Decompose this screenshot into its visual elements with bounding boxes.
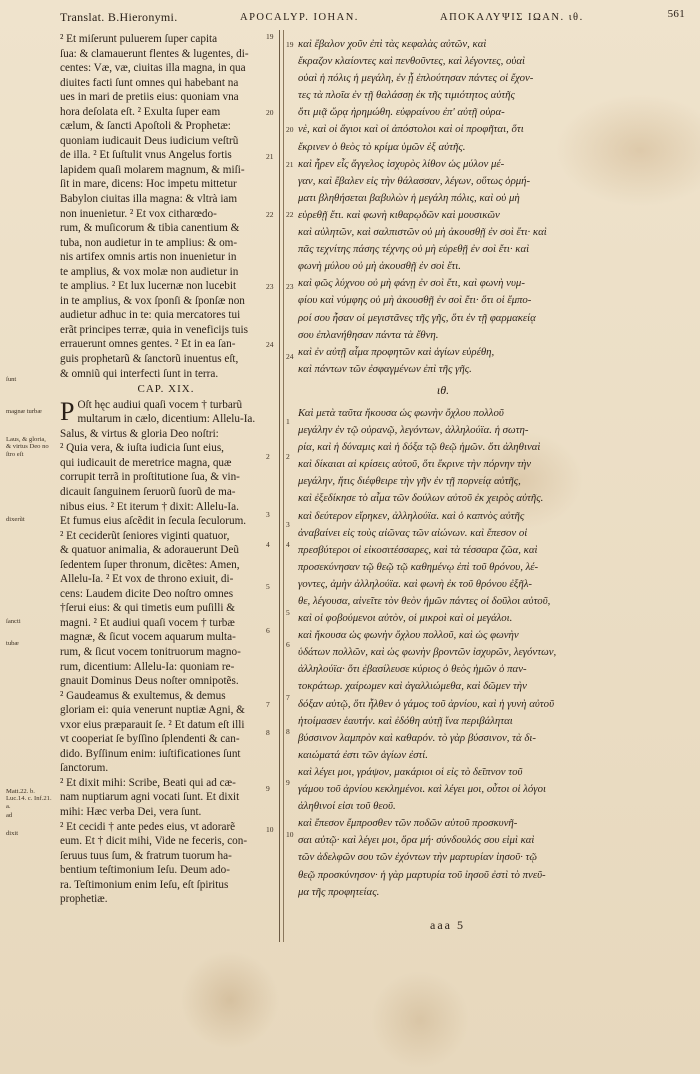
verse-number: 23	[266, 282, 274, 291]
text-line: καὶ δεύτερον εἴρηκεν, ἀλληλούϊα. καὶ ὁ καπνὸς αὐτῆς	[298, 509, 525, 522]
margin-note: Matt.22. b. Luc.14. c. Inf.21. a.	[6, 788, 52, 810]
header-book-title: APOCALYP. IOHAN.	[240, 12, 359, 23]
text-line: Oſt hęc audiui quaſi vocem † turbarũ	[77, 398, 243, 411]
margin-note: dixerũt	[6, 516, 25, 523]
text-line: ſedentem ſuper thronum, dicẽtes: Amen,	[60, 558, 240, 571]
verse-number: 8	[266, 728, 270, 737]
text-line: καὶ ἔβαλον χοῦν ἐπὶ τὰς κεφαλὰς αὐτῶν, καὶ	[298, 38, 487, 50]
latin-column	[60, 32, 272, 907]
text-line: ἀληθινοί εἰσι τοῦ θεοῦ.	[298, 800, 396, 813]
text-line: τοκράτωρ. χαίρωμεν καὶ ἀγαλλιώμεθα, καὶ δῶμεν τὴν	[298, 680, 527, 693]
text-line: cælum, & ſancti Apoſtoli & Prophetæ:	[60, 120, 231, 133]
greek-text-chapter-18	[298, 36, 588, 378]
text-line: rum, & ſicut vocem tonitruorum magno-	[60, 645, 241, 658]
greek-text-chapter-19	[298, 405, 588, 901]
text-line: γοντες, ἀμὴν ἀλληλούϊα. καὶ φωνὴ ἐκ τοῦ θρόνου ἐξῆλ-	[298, 577, 533, 590]
text-line: quoniam iudicauit Deus iudicium veſtrũ	[60, 134, 239, 147]
text-line: ἔκραζον κλαίοντες καὶ πενθοῦντες, καὶ λέγοντες, οὐαὶ	[298, 55, 526, 68]
latin-chapter-heading: CAP. XIX.	[137, 383, 195, 396]
verse-number: 19	[286, 40, 294, 49]
verse-number: 22	[286, 210, 294, 219]
margin-note: dixit	[6, 830, 19, 837]
text-line: dicauit ſanguinem ſeruorũ ſuorũ de ma-	[60, 485, 236, 498]
signature-mark: aaa 5	[430, 918, 465, 932]
text-line: καὶ λέγει μοι, γράψον, μακάριοι οἱ εἰς τὸ δεῖπνον τοῦ	[298, 765, 523, 778]
text-line: καὶ ἔπεσον ἔμπροσθεν τῶν ποδῶν αὐτοῦ προσκυνῆ-	[298, 817, 518, 830]
page-number: 561	[667, 8, 685, 20]
verse-number: 19	[266, 32, 274, 41]
text-line: ματι βληθήσεται βαβυλὼν ἡ μεγάλη πόλις, καὶ οὐ μὴ	[298, 191, 520, 204]
margin-note: magnæ turbæ	[6, 408, 42, 415]
header-latin-title: Translat. B.Hieronymi.	[60, 10, 178, 24]
latin-text-chapter-19	[60, 398, 272, 907]
text-line: qui iudicauit de meretrice magna, quæ	[60, 456, 232, 469]
text-line: προσεκύνησαν τῷ θεῷ τῷ καθημένῳ ἐπὶ τοῦ θρόνου, λέ-	[298, 560, 539, 573]
verse-number: 7	[266, 700, 270, 709]
verse-number: 23	[286, 282, 294, 291]
text-line: γαν, καὶ ἔβαλεν εἰς τὴν θάλασσαν, λέγων, οὕτως ὁρμή-	[298, 174, 531, 187]
text-line: ² Et dixit mihi: Scribe, Beati qui ad cæ-	[60, 776, 236, 789]
verse-number: 20	[286, 125, 294, 134]
margin-note: Laus, & gloria, & virtus Deo no ſtro eſt	[6, 436, 49, 458]
margin-note: tubæ	[6, 640, 19, 647]
text-line: φωνὴ μύλου οὐ μὴ ἀκουσθῇ ἐν σοὶ ἔτι.	[298, 260, 461, 273]
text-line: ² Quia vera, & iuſta iudicia ſunt eius,	[60, 442, 224, 455]
verse-number: 9	[266, 784, 270, 793]
text-line: erãt principes terræ, quia in veneficijs tuis	[60, 323, 248, 336]
text-line: hora deſolata eſt. ² Exulta ſuper eam	[60, 105, 221, 118]
text-line: diuites facti ſunt omnes qui habebant na	[60, 76, 239, 89]
text-line: magnæ, & ſicut vocem aquarum multa-	[60, 631, 236, 644]
text-line: & quatuor animalia, & adorauerunt Deũ	[60, 544, 239, 557]
text-line: νὲ, καὶ οἱ ἅγιοι καὶ οἱ ἀπόστολοι καὶ οἱ προφῆται, ὅτι	[298, 123, 524, 136]
text-line: ſua: & clamauerunt flentes & lugentes, di-	[60, 47, 249, 60]
text-line: θεῷ προσκύνησον· ἡ γὰρ μαρτυρία τοῦ ἰησοῦ ἐστὶ τὸ πνεῦ-	[298, 868, 546, 881]
text-line: ² Et ceciderũt ſeniores viginti quatuor,	[60, 529, 230, 542]
text-line: ἀλληλούϊα· ὅτι ἐβασίλευσε κύριος ὁ θεὸς ἡμῶν ὁ παν-	[298, 663, 527, 676]
verse-number: 4	[286, 540, 290, 549]
text-line: gnauit Dominus Deus noſter omnipotẽs.	[60, 675, 239, 688]
text-line: μεγάλην ἐν τῷ οὐρανῷ, λεγόντων, ἀλληλούϊα. ἡ σωτη-	[298, 424, 529, 437]
text-line: Salus, & virtus & gloria Deo noſtri:	[60, 427, 219, 440]
verse-number: 6	[266, 626, 270, 635]
text-line: guis prophetarũ & ſanctorũ inuentus eſt,	[60, 353, 239, 366]
running-header	[60, 6, 685, 26]
text-line: eum. Et † dicit mihi, Vide ne feceris, con-	[60, 835, 248, 848]
text-line: σαι αὐτῷ· καὶ λέγει μοι, ὅρα μή· σύνδουλός σου εἰμὶ καὶ	[298, 834, 535, 847]
verse-number: 24	[266, 340, 274, 349]
text-line: ἀναβαίνει εἰς τοὺς αἰῶνας τῶν αἰώνων. καὶ ἔπεσον οἱ	[298, 526, 528, 539]
margin-note: ſunt	[6, 376, 17, 383]
text-line: θε, λέγουσα, αἰνεῖτε τὸν θεὸν ἡμῶν πάντες οἱ δοῦλοι αὐτοῦ,	[298, 595, 551, 607]
verse-number: 7	[286, 693, 290, 702]
text-line: καὶ δίκαιαι αἱ κρίσεις αὐτοῦ, ὅτι ἔκρινε τὴν πόρνην τὴν	[298, 458, 532, 471]
text-line: vxor eius præparauit ſe. ² Et datum eſt illi	[60, 718, 245, 731]
verse-number: 24	[286, 352, 294, 361]
text-line: καιώματά ἐστι τῶν ἁγίων ἐστί.	[298, 748, 429, 761]
text-line: πᾶς τεχνίτης πάσης τέχνης οὐ μὴ εὑρεθῇ ἐν σοὶ ἔτι· καὶ	[298, 243, 530, 256]
verse-number: 10	[266, 825, 274, 834]
text-line: ὅτι μιᾷ ὥρᾳ ἠρημώθη. εὐφραίνου ἐπ' αὐτῇ οὐρα-	[298, 106, 505, 119]
text-line: καὶ ἐξεδίκησε τὸ αἷμα τῶν δούλων αὐτοῦ ἐκ χειρὸς αὐτῆς.	[298, 492, 544, 505]
text-line: οὐαὶ ἡ πόλις ἡ μεγάλη, ἐν ᾗ ἐπλούτησαν πάντες οἱ ἔχον-	[298, 72, 534, 85]
drop-capital: P	[60, 396, 75, 426]
header-greek-title: ΑΠΟΚΑΛΥΨΙΣ ΙΩΑΝ. ιθ.	[440, 12, 584, 23]
text-line: ἔκρινεν ὁ θεὸς τὸ κρίμα ὑμῶν ἐξ αὐτῆς.	[298, 140, 466, 153]
verse-number: 21	[266, 152, 274, 161]
text-line: gloriam ei: quia venerunt nuptiæ Agni, &	[60, 704, 245, 717]
text-line: ροί σου ἦσαν οἱ μεγιστᾶνες τῆς γῆς, ὅτι ἐν τῇ φαρμακείᾳ	[298, 311, 536, 324]
verse-number: 2	[286, 452, 290, 461]
text-line: cens: Laudem dicite Deo noſtro omnes	[60, 587, 234, 600]
text-line: vt cooperiat ſe byſſino ſplendenti & can-	[60, 733, 240, 746]
text-line: εὑρεθῇ ἔτι. καὶ φωνὴ κιθαρῳδῶν καὶ μουσικῶν	[298, 208, 500, 221]
verse-number: 5	[286, 608, 290, 617]
verse-number: 2	[266, 452, 270, 461]
text-line: ² Gaudeamus & exultemus, & demus	[60, 689, 226, 702]
text-line: nibus eius. ² Et iterum † dixit: Allelu-Ia.	[60, 500, 239, 513]
greek-chapter-heading: ιθ.	[436, 382, 450, 397]
text-line: καὶ ἤκουσα ὡς φωνὴν ὄχλου πολλοῦ, καὶ ὡς φωνὴν	[298, 629, 519, 642]
text-line: audietur adhuc in te: quia mercatores tui	[60, 309, 241, 322]
text-line: ἡτοίμασεν ἑαυτήν. καὶ ἐδόθη αὐτῇ ἵνα περιβάληται	[298, 714, 513, 727]
verse-number: 1	[286, 417, 290, 426]
text-line: καὶ ἐν αὐτῇ αἷμα προφητῶν καὶ ἁγίων εὑρέθη,	[298, 345, 495, 358]
text-line: καὶ φῶς λύχνου οὐ μὴ φάνῃ ἐν σοὶ ἔτι, καὶ φωνὴ νυμ-	[298, 277, 525, 290]
text-line: ſit in mare, dicens: Hoc impetu mittetur	[60, 178, 237, 191]
text-line: tuba, non audietur in te amplius: & om-	[60, 236, 238, 249]
verse-number: 3	[266, 510, 270, 519]
text-line: δόξαν αὐτῷ, ὅτι ἦλθεν ὁ γάμος τοῦ ἀρνίου, καὶ ἡ γυνὴ αὐτοῦ	[298, 697, 555, 710]
text-line: prophetiæ.	[60, 893, 108, 906]
verse-number: 9	[286, 778, 290, 787]
text-line: πρεσβύτεροι οἱ εἰκοσιτέσσαρες, καὶ τὰ τέσσαρα ζῶα, καὶ	[298, 543, 538, 556]
text-line: Καὶ μετὰ ταῦτα ἤκουσα ὡς φωνὴν ὄχλου πολλοῦ	[298, 406, 504, 419]
margin-note: ſancti	[6, 618, 21, 625]
text-line: nis artifex omnis artis non inuenietur in	[60, 251, 237, 264]
margin-note: ad	[6, 812, 13, 819]
verse-number: 10	[286, 830, 294, 839]
text-line: dido. Byſſinum enim: iuſtificationes ſunt	[60, 747, 241, 760]
verse-number: 4	[266, 540, 270, 549]
text-line: γάμου τοῦ ἀρνίου κεκλημένοι. καὶ λέγει μοι, οὗτοι οἱ λόγοι	[298, 783, 546, 796]
text-line: σου ἐπλανήθησαν πάντα τὰ ἔθνη.	[298, 328, 439, 341]
text-line: te amplius, & vox molæ non audietur in	[60, 265, 239, 278]
text-line: τες τὰ πλοῖα ἐν τῇ θαλάσσῃ ἐκ τῆς τιμιότητος αὐτῆς	[298, 89, 515, 102]
text-line: μα τῆς προφητείας.	[298, 885, 380, 898]
verse-number: 22	[266, 210, 274, 219]
text-line: non inuenietur. ² Et vox citharœdo-	[60, 207, 217, 220]
text-line: ὑδάτων πολλῶν, καὶ ὡς φωνὴν βροντῶν ἰσχυρῶν, λεγόντων,	[298, 646, 557, 659]
greek-column	[298, 36, 588, 901]
verse-number: 6	[286, 640, 290, 649]
text-line: ra. Teſtimonium enim Ieſu, eſt ſpiritus	[60, 878, 229, 891]
text-line: καὶ πάντων τῶν ἐσφαγμένων ἐπὶ τῆς γῆς.	[298, 362, 472, 375]
text-line: ues in mari de pretiis eius: quoniam vna	[60, 91, 239, 104]
verse-number: 5	[266, 582, 270, 591]
verse-number: 21	[286, 160, 294, 169]
text-line: rum, & muſicorum & tibia canentium &	[60, 222, 240, 235]
text-line: in te amplius, & vox ſponſi & ſponſæ non	[60, 294, 245, 307]
text-line: corrupit terrã in proſtitutione ſua, & vin-	[60, 471, 240, 484]
text-line: καὶ αὐλητῶν, καὶ σαλπιστῶν οὐ μὴ ἀκουσθῇ ἐν σοὶ ἔτι· καὶ	[298, 226, 547, 239]
text-line: & omniũ qui interfecti ſunt in terra.	[60, 367, 219, 380]
text-line: φίου καὶ νύμφης οὐ μὴ ἀκουσθῇ ἐν σοὶ ἔτι· ὅτι οἱ ἔμπο-	[298, 294, 532, 307]
text-line: lapidem quaſi molarem magnum, & miſi-	[60, 163, 245, 176]
text-line: nam nuptiarum agni vocati ſunt. Et dixit	[60, 791, 240, 804]
text-line: ² Et cecidi † ante pedes eius, vt adorarẽ	[60, 820, 236, 833]
text-line: errauerunt omnes gentes. ² Et in ea ſan-	[60, 338, 236, 351]
latin-text-chapter-18	[60, 32, 272, 381]
text-line: centes: Væ, væ, ciuitas illa magna, in qua	[60, 62, 246, 75]
text-line: te amplius. ² Et lux lucernæ non lucebit	[60, 280, 237, 293]
text-line: Babylon ciuitas illa magna: & vltrà iam	[60, 193, 238, 206]
text-line: ρία, καὶ ἡ δύναμις καὶ ἡ δόξα τῷ θεῷ ἡμῶν. ὅτι ἀληθιναὶ	[298, 441, 541, 454]
text-line: βύσσινον λαμπρὸν καὶ καθαρόν. τὸ γὰρ βύσσινον, τὰ δι-	[298, 731, 537, 744]
column-divider-inner	[283, 30, 284, 942]
text-line: ſeruus tuus ſum, & fratrum tuorum ha-	[60, 849, 232, 862]
text-line: †ſerui eius: & qui timetis eum puſilli &	[60, 602, 235, 615]
text-line: Allelu-Ia. ² Et vox de throno exiuit, di-	[60, 573, 234, 586]
text-line: ² Et miſerunt puluerem ſuper capita	[60, 33, 218, 45]
verse-number: 8	[286, 727, 290, 736]
column-divider	[279, 30, 280, 942]
text-line: mihi: Hæc verba Dei, vera ſunt.	[60, 805, 202, 818]
text-line: rum, dicentium: Allelu-Ia: quoniam re-	[60, 660, 235, 673]
verse-number: 20	[266, 108, 274, 117]
verse-number: 3	[286, 520, 290, 529]
text-line: multarum in cælo, dicentium: Allelu-Ia.	[77, 413, 256, 426]
text-line: ſanctorum.	[60, 762, 109, 775]
text-line: Et fumus eius aſcẽdit in ſecula ſeculorum.	[60, 515, 247, 528]
text-line: καὶ οἱ φοβούμενοι αὐτὸν, οἱ μικροὶ καὶ οἱ μεγάλοι.	[298, 612, 513, 625]
text-line: de illa. ² Et ſuſtulit vnus Angelus fortis	[60, 149, 232, 162]
text-line: magni. ² Et audiui quaſi vocem † turbæ	[60, 616, 235, 629]
text-line: μεγάλην, ἥτις διέφθειρε τὴν γῆν ἐν τῇ πορνείᾳ αὐτῆς,	[298, 475, 521, 488]
text-line: τῶν ἀδελφῶν σου τῶν ἐχόντων τὴν μαρτυρίαν ἰησοῦ· τῷ	[298, 851, 538, 864]
text-line: bentium teſtimonium Ieſu. Deum ado-	[60, 864, 230, 877]
text-line: καὶ ἦρεν εἷς ἄγγελος ἰσχυρὸς λίθον ὡς μύλον μέ-	[298, 157, 505, 170]
